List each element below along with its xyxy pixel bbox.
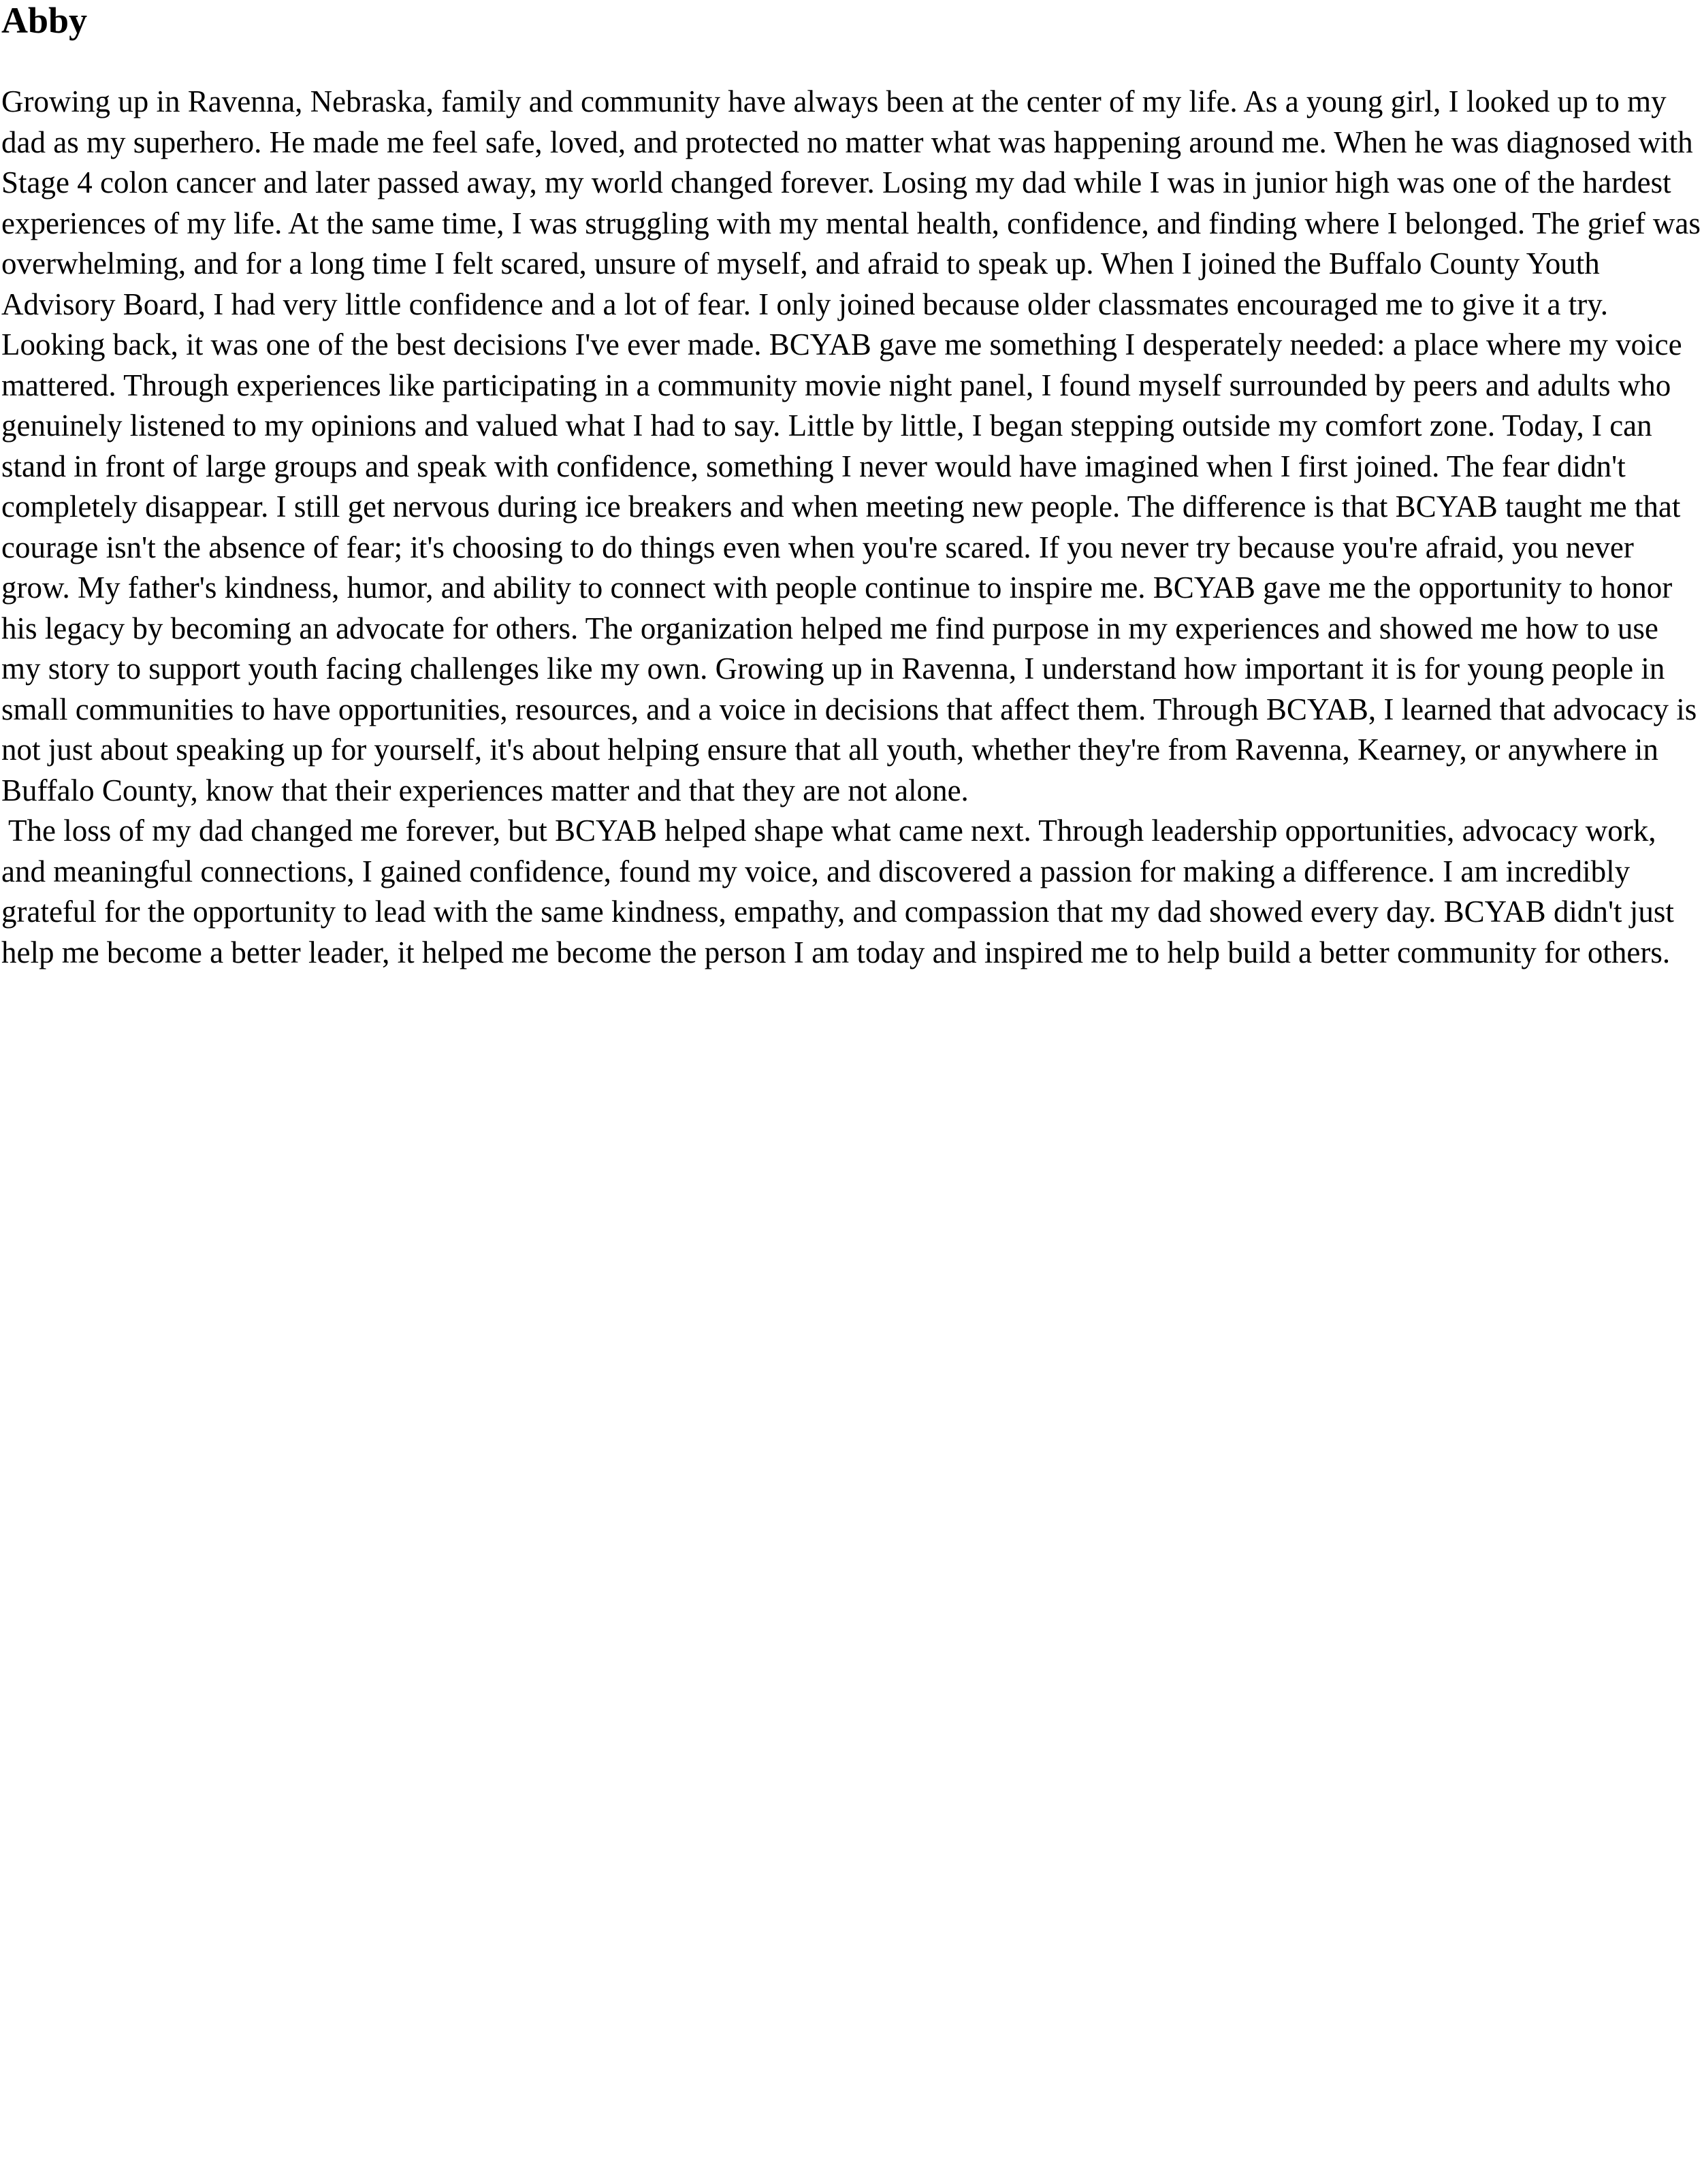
essay-paragraph-1: Growing up in Ravenna, Nebraska, family and community have always been at the center of my life. As a young girl, I looked up to my dad as my superhero. He made me feel safe, loved, and protected no matter what was happening around me. When he was diagnosed with Stage 4 colon cancer and later passed away, my world changed forever. Losing my dad while I was in junior high was one of the hardest experiences of my life. At the same time, I was struggling with my mental health, confidence, and finding where I belonged. The grief was overwhelming, and for a long time I felt scared, unsure of myself, and afraid to speak up. When I joined the Buffalo County Youth Advisory Board, I had very little confidence and a lot of fear. I only joined because older classmates encouraged me to give it a try. Looking back, it was one of the best decisions I've ever made. BCYAB gave me something I desperately needed: a place where my voice mattered. Through experiences like participating in a community movie night panel, I found myself surrounded by peers and adults who genuinely listened to my opinions and valued what I had to say. Little by little, I began stepping outside my comfort zone. Today, I can stand in front of large groups and speak with confidence, something I never would have imagined when I first joined. The fear didn't completely disappear. I still get nervous during ice breakers and when meeting new people. The difference is that BCYAB taught me that courage isn't the absence of fear; it's choosing to do things even when you're scared. If you never try because you're afraid, you never grow. My father's kindness, humor, and ability to connect with people continue to inspire me. BCYAB gave me the opportunity to honor his legacy by becoming an advocate for others. The organization helped me find purpose in my experiences and showed me how to use my story to support youth facing challenges like my own. Growing up in Ravenna, I understand how important it is for young people in small communities to have opportunities, resources, and a voice in decisions that affect them. Through BCYAB, I learned that advocacy is not just about speaking up for yourself, it's about helping ensure that all youth, whether they're from Ravenna, Kearney, or anywhere in Buffalo County, know that their experiences matter and that they are not alone. <box>1 84 1701 807</box>
essay-body <box>1 82 1701 973</box>
essay-paragraph-2: The loss of my dad changed me forever, but BCYAB helped shape what came next. Through leadership opportunities, advocacy work, and meaningful connections, I gained confidence, found my voice, and discovered a passion for making a difference. I am incredibly grateful for the opportunity to lead with the same kindness, empathy, and compassion that my dad showed every day. BCYAB didn't just help me become a better leader, it helped me become the person I am today and inspired me to help build a better community for others. <box>1 814 1674 969</box>
document-title: Abby <box>1 0 88 41</box>
